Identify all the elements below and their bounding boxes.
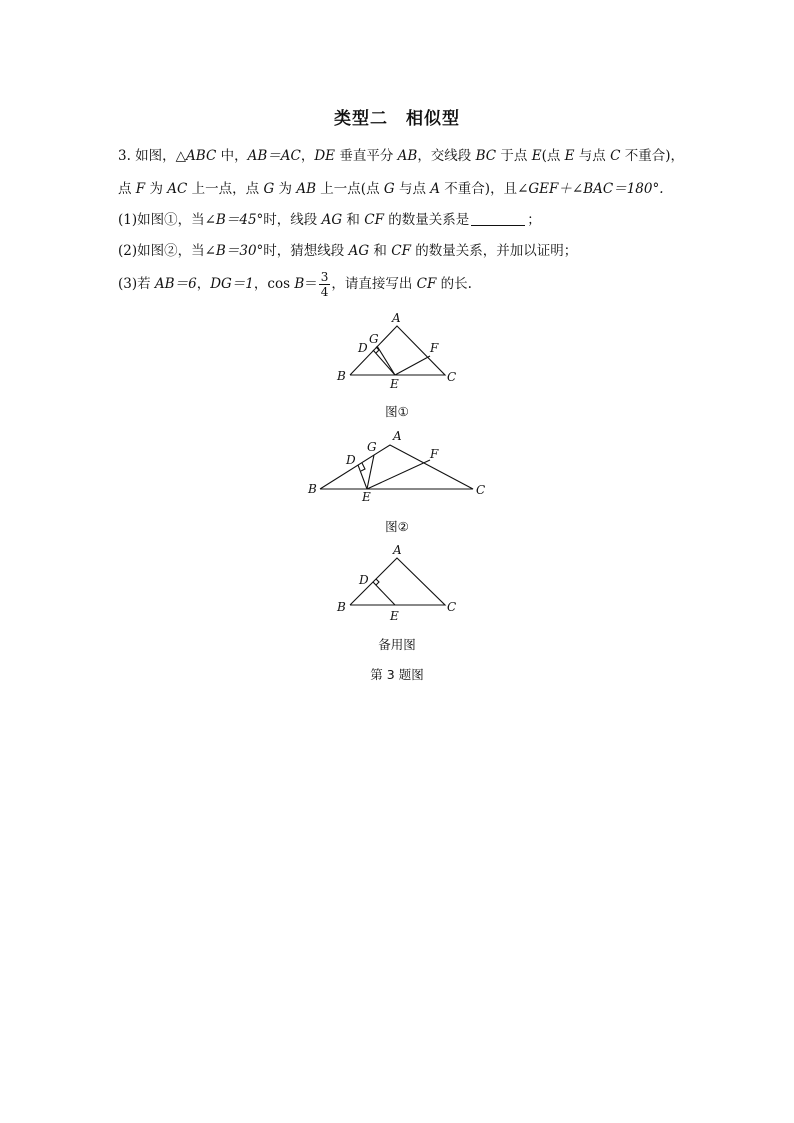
- svg-text:A: A: [393, 543, 402, 557]
- svg-text:E: E: [390, 609, 399, 623]
- svg-text:A: A: [392, 311, 401, 325]
- svg-text:E: E: [362, 490, 371, 504]
- svg-text:D: D: [346, 453, 356, 467]
- figure-2: [320, 445, 473, 489]
- svg-text:F: F: [430, 341, 439, 355]
- svg-text:D: D: [359, 573, 369, 587]
- fig2-right-angle-mark: [361, 463, 365, 471]
- problem-line-1: 3. 如图，△ABC 中，AB＝AC，DE 垂直平分 AB，交线段 BC 于点 E(点 E 与点 C 不重合)，: [118, 148, 684, 164]
- figure-3-caption: 备用图: [378, 637, 416, 652]
- fig1-segment-de: [373, 350, 395, 375]
- figure-1-labels: [336, 311, 456, 391]
- figures-caption: 第 3 题图: [370, 667, 424, 682]
- svg-text:D: D: [358, 341, 368, 355]
- svg-text:B: B: [337, 600, 346, 614]
- svg-text:B: B: [308, 482, 317, 496]
- fig1-segment-ge: [377, 346, 395, 375]
- fig2-segment-de: [358, 465, 367, 489]
- svg-text:C: C: [447, 600, 457, 614]
- problem-part-3: (3)若 AB＝6，DG＝1，cos B＝ $\frac{3}{4}$ ，请直接写出 CF 的长.: [118, 270, 472, 299]
- fig1-segment-ef: [395, 356, 430, 375]
- svg-text:E: E: [390, 377, 399, 391]
- figure-1-caption: 图①: [385, 404, 409, 419]
- fig2-segment-ef: [367, 460, 430, 489]
- svg-text:B: B: [337, 369, 346, 383]
- svg-text:A: A: [393, 429, 402, 443]
- fig2-segment-ge: [367, 455, 374, 489]
- svg-text:F: F: [430, 447, 439, 461]
- fraction: $\frac{3}{4}$: [320, 270, 329, 299]
- figure-2-labels: [307, 429, 485, 504]
- svg-text:G: G: [369, 332, 379, 346]
- figure-2-caption: 图②: [385, 519, 409, 534]
- section-title: 类型二 相似型: [334, 109, 460, 129]
- problem-part-1: (1)如图①，当∠B＝45°时，线段 AG 和 CF 的数量关系是 ；: [118, 212, 541, 228]
- fig2-triangle-abc: [320, 445, 473, 489]
- figure-3-labels: [336, 543, 456, 623]
- svg-text:C: C: [447, 370, 457, 384]
- fig3-segment-de: [373, 582, 395, 605]
- fig3-right-angle-mark: [376, 579, 379, 585]
- svg-text:G: G: [367, 440, 377, 454]
- problem-line-2: 点 F 为 AC 上一点，点 G 为 AB 上一点(点 G 与点 A 不重合)，且∠GEF＋∠BAC＝180°.: [118, 181, 664, 197]
- svg-text:C: C: [476, 483, 486, 497]
- problem-part-2: (2)如图②，当∠B＝30°时，猜想线段 AG 和 CF 的数量关系，并加以证明；: [118, 243, 578, 259]
